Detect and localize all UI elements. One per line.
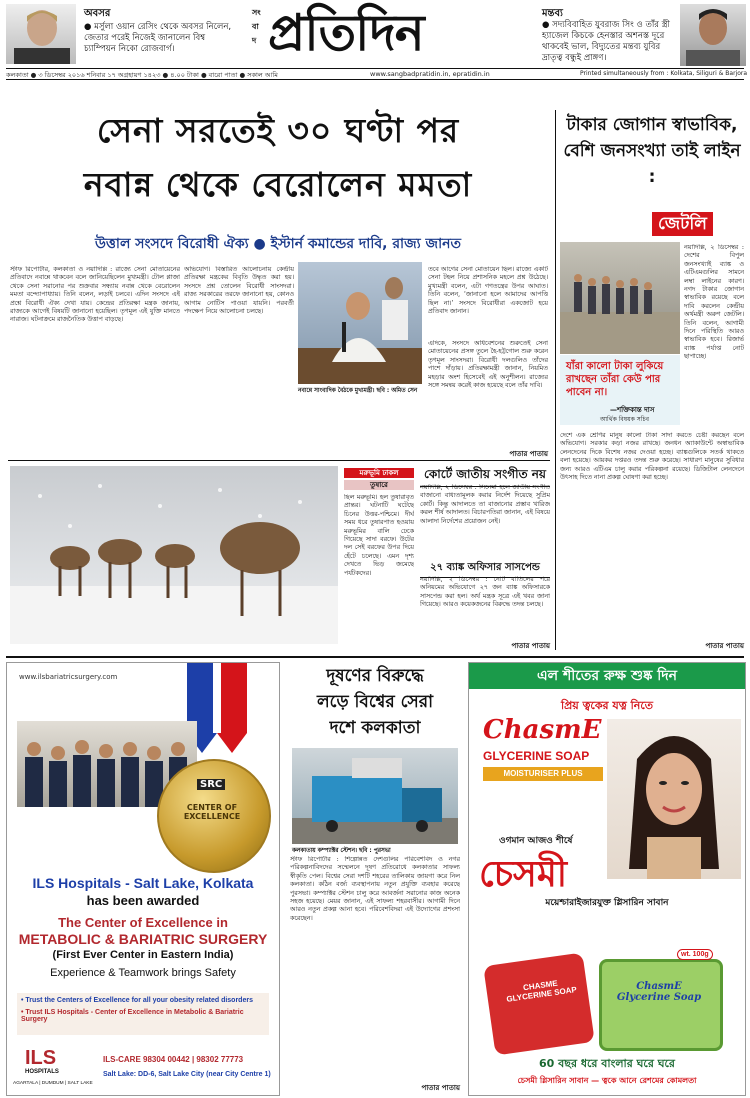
printed-line: Printed simultaneously from : Kolkata, Siliguri & Barjora: [580, 70, 748, 77]
chasme-badge: MOISTURISER PLUS: [483, 767, 603, 781]
camel-tag-2: তুষারে: [344, 480, 414, 490]
chasme-ad[interactable]: [468, 662, 746, 1096]
ils-ad[interactable]: [6, 662, 280, 1096]
chasme-bengali-brand: চেসমী: [479, 854, 568, 895]
model-photo: [607, 719, 741, 879]
lead-bottom-rule: [8, 460, 550, 461]
camel-body: ছিল মরুভূমি। হল তুষারাবৃত প্রান্তর। ঘটনাটি ঘটেছে চিনের উত্তর-পশ্চিমে। দীর্ঘ সময় ধরে তুষারপাত হওয়ায় মরুভূমির বালি ঢেকে গিয়েছে সাদা বরফে। উটের দল সেই বরফের উপর দিয়ে হেঁটে চলেছে। এমন দৃশ্য দেখতে ভিড় জমেছে পর্যটকদের।: [344, 494, 414, 577]
ils-line-2: has been awarded: [86, 893, 200, 908]
anthem-headline: কোর্টে জাতীয় সংগীত নয়: [420, 466, 550, 487]
chasme-soap-green-label: ChasmE Glycerine Soap: [616, 981, 702, 1003]
pollution-headline-2: লড়ে বিশ্বের সেরা: [316, 692, 434, 712]
side-body-2: দেশে এক শ্রেণির মানুষ কালো টাকা সাদা করতে চেষ্টা করছেন বলে অভিযোগ। সরকার কড়া নজর রাখছে। জনধন অ্যাকাউন্টে অস্বাভাবিক লেনদেনের দিকে বিশেষ নজর দেওয়া হচ্ছে। ব্যাঙ্কগুলিকে সতর্ক থাকতে বলা হয়েছে। আয়কর দপ্তরও তদন্ত শুরু করেছে। সাধারণ মানুষের সুবিধার জন্য আরও এটিএম চালু করার পরিকল্পনা রয়েছে। ডিজিটাল লেনদেনে উৎসাহ দিতে নানা প্রকল্প ঘোষণা করা হচ্ছে।: [560, 432, 744, 482]
bank-queue-photo-icon: [560, 242, 680, 354]
chasme-bottom-1: 60 বছর ধরে বাংলার ঘরে ঘরে: [539, 1057, 675, 1070]
chasme-soap-green: [599, 959, 723, 1051]
rosberg-photo: [6, 4, 76, 64]
pollution-headline-1: দূষণের বিরুদ্ধে: [326, 666, 424, 686]
camel-tag-1: মরুভূমি ঢাকল: [344, 468, 414, 478]
press-meet-photo-icon: [298, 262, 422, 384]
ils-bullet-1: • Trust the Centers of Excellence for all your obesity related disorders: [21, 997, 253, 1004]
side-name-badge: জেটলি: [652, 212, 713, 236]
side-continued[interactable]: পাতার পাতায়: [705, 642, 744, 650]
lead-body-mid: অভিযোগ। বিস্তারিত আলোচনায় কেন্দ্রীয় প্রতিরক্ষা মন্ত্রকের বিবৃতি উদ্ধৃত করা হয়। সংসদে প্রশ্ন তোলেন বিরোধী সাংসদরা। রাজ্য সরকারের তরফে জানানো হয়, কোনও আগাম নোটিস পাওয়া যায়নি। পরবর্তী পদক্ষেপ নিয়ে আলোচনা চলছে।: [184, 266, 294, 316]
dateline: কলকাতা ● ৩ ডিসেম্বর ২০১৬ শনিবার ১৭ অগ্রহায়ণ ১৪২৩ ● ৪.০০ টাকা ● বারো পাতা ● সকাল আমি: [6, 71, 278, 79]
chasme-bottom-2: চেসমী গ্লিসারিন সাবান — ত্বকে আনে রেশমের কোমলতা: [517, 1076, 697, 1085]
compactor-photo: [292, 748, 458, 844]
side-quote-role: আর্থিক বিষয়ক সচিব: [600, 416, 649, 423]
compactor-caption: কলকাতায় কম্প্যাক্টর স্টেশন। ছবি : পুরসভা: [292, 848, 391, 854]
anthem-body: নয়াদিল্লি, ২ ডিসেম্বর : সিনেমা হলে জাতীয় সংগীত বাজানো বাধ্যতামূলক করার নির্দেশ দিয়েছে সুপ্রিম কোর্ট। কিন্তু আদালতে তা বাজানোর প্রস্তাব খারিজ করল শীর্ষ আদালত। বিচারপতিরা জানান, এই বিষয়ে আলাদা নির্দেশের প্রয়োজন নেই।: [420, 484, 550, 525]
mamata-photo: [298, 262, 422, 384]
side-body: নয়াদিল্লি, ২ ডিসেম্বর : দেশের বিপুল জনসংখ্যাই ব্যাঙ্ক ও এটিএমগুলির সামনে লম্বা লাইনের কারণ। নগদ টাকার জোগান স্বাভাবিক রয়েছে বলে দাবি করলেন কেন্দ্রীয় অর্থমন্ত্রী অরুণ জেটলি। তিনি বলেন, আগামী দিনে পরিস্থিতি আরও স্বাভাবিক হবে। রিজার্ভ ব্যাঙ্ক পর্যাপ্ত নোট ছাপাচ্ছে।: [684, 244, 744, 361]
portrait-icon: [6, 4, 76, 64]
ils-line-4: METABOLIC & BARIATRIC SURGERY: [18, 931, 268, 947]
ils-medal-text: CENTER OF EXCELLENCE: [183, 803, 241, 821]
side-column-rule: [555, 110, 556, 650]
ils-line-5: (First Ever Center in Eastern India): [52, 949, 234, 961]
lead-body-right: তবে আগের সেনা মোতায়েন ছিল। রাজ্যে একটি সেনা টহল নিয়ে প্রশাসনিক মহলে প্রশ্ন উঠেছে। মুখ্যমন্ত্রী বলেন, এটা গণতন্ত্রের উপর আঘাত। তিনি বলেন, ‘জানানো হলে আমাদের আপত্তি ছিল না।’ সংসদে বিরোধীরা একজোট হয়ে প্রতিবাদ জানান।: [428, 266, 548, 316]
ils-logo-sub: HOSPITALS: [25, 1069, 59, 1075]
pollution-headline-3: দশে কলকাতা: [329, 718, 421, 738]
masthead-right-label: মন্তব্য: [542, 8, 563, 19]
brand-small: সং বা দ: [252, 8, 261, 45]
chasme-sub: ময়েশ্চারাইজারযুক্ত গ্লিসারিন সাবান: [545, 898, 669, 908]
ils-medal-src: SRC: [197, 779, 225, 790]
ils-line-3: The Center of Excellence in: [58, 915, 228, 930]
bank-headline: ২৭ ব্যাঙ্ক অফিসার সাসপেন্ড: [420, 560, 550, 578]
ils-bullet-2: • Trust ILS Hospitals - Center of Excellence in Metabolic & Bariatric Surgery: [21, 1009, 244, 1023]
lead-headline-1: সেনা সরতেই ৩০ ঘণ্টা পর: [96, 111, 460, 150]
model-portrait-icon: [607, 719, 741, 879]
chasme-tag: প্রিয় ত্বকের যত্ন নিতে: [560, 699, 654, 712]
ils-ad-url[interactable]: www.ilsbariatricsurgery.com: [19, 673, 118, 681]
masthead-logo: প্রতিদিন: [268, 4, 424, 62]
ads-top-rule: [6, 656, 744, 658]
lead-body-right-2: এদিকে, সংসদে অধিবেশনের শুরুতেই সেনা মোতায়েনের প্রসঙ্গ তুলে হৈ-হট্টগোল শুরু করেন তৃণমূল সাংসদরা। বিরোধী দলগুলিও তাঁদের পাশে দাঁড়ায়। প্রতিরক্ষামন্ত্রী জানান, নিয়মিত মহড়ার অংশ হিসেবেই এই অনুশীলন। রাজ্যের সঙ্গে সমন্বয় করেই কাজ হয়েছে বলে তাঁর দাবি।: [428, 340, 548, 390]
ils-logo: ILS: [25, 1047, 57, 1069]
ils-care[interactable]: ILS-CARE 98304 00442 | 98302 77773: [103, 1055, 244, 1064]
chasme-weight: wt. 100g: [677, 949, 713, 960]
lead-subhead: উত্তাল সংসদে বিরোধী ঐক্য ● ইস্টার্ন কমান্ডের দাবি, রাজ্য জানত: [95, 236, 461, 252]
ils-title: ILS Hospitals - Salt Lake, Kolkata: [32, 875, 254, 891]
masthead-rule-bottom: [6, 79, 744, 80]
masthead-right-text: ● সদ্যবিবাহিত যুবরাজ সিং ও তাঁর স্ত্রী হ্যাজেল কিচকে হেনস্তার অশনস্ত দূরে থাকবেই ভাল, বিদ্যুতের মন্তব্য যুবির দ্রাতৃত্ব বন্ধুই প্রাঙ্গণ।: [542, 20, 670, 63]
compactor-station-photo-icon: [292, 748, 458, 844]
masthead-left-label: অবসর: [84, 8, 111, 19]
pollution-body: স্টাফ রিপোর্টার : শিল্পোন্নত দেশগুলির পরিবেশবিদ ও নগর পরিকল্পনাবিদদের সম্মেলনে দূষণ প্রতিরোধে কলকাতার সাফল্য স্বীকৃতি পেল। বিশ্বের সেরা দশটি শহরের তালিকায় জায়গা করে নিল কলকাতা। কঠিন বর্জ্য ব্যবস্থাপনায় নতুন প্রযুক্তি ব্যবহার করেছে পুরসভা। কম্প্যাক্টর স্টেশন চালু করে আবর্জনা সরানোর কাজ অনেক সহজ হয়েছে। মেয়র জানান, এই সাফল্য শহরবাসীর। আগামী দিনে আরও নতুন প্রকল্প আনা হবে। পরিবেশবিদরা এই উদ্যোগের প্রশংসা করেছেন।: [290, 856, 460, 922]
lead-continued[interactable]: পাতার পাতায়: [509, 450, 548, 458]
masthead-rule: [6, 68, 744, 69]
chasme-tagline: ওগমান আজও শীর্ষে: [499, 836, 573, 846]
bank-body: নয়াদিল্লি, ২ ডিসেম্বর : নোট বাতিলের পরে অনিয়মের অভিযোগে ২৭ জন ব্যাঙ্ক অফিসারকে সাসপেন্ড করা হল। অর্থ মন্ত্রক সূত্রে এই খবর জানা গিয়েছে। আরও কয়েকজনের বিরুদ্ধে তদন্ত চলছে।: [420, 576, 550, 609]
lead-body-left: স্টাফ রিপোর্টার, কলকাতা ও নয়াদিল্লি : রাজ্যে সেনা মোতায়েনের প্রতিবাদে নবান্নে থাকবেন বলে জানিয়েছিলেন মুখ্যমন্ত্রী। টোল প্লাজা থেকে সেনা সরানোর পর শুক্রবার সন্ধ্যায় নবান্ন থেকে বেরোলেন মমতা বন্দ্যোপাধ্যায়। তিনি বলেন, লড়াই চলবে। এদিন সংসদে এই প্রশ্নে বিরোধী ঐক্য দেখা যায়। কেন্দ্রের প্রতিরক্ষা মন্ত্রক জানায়, রাজ্যকে আগেই বিষয়টি জানানো হয়েছিল। তৃণমূল এই যুক্তি মানতে নারাজ। ঘটনাক্রমে রাজনৈতিক উত্তাপ বাড়ছে।: [10, 266, 180, 324]
yuvraj-photo: [680, 4, 746, 66]
website: www.sangbadpratidin.in, epratidin.in: [370, 70, 490, 78]
chasme-top-band: এল শীতের রুক্ষ শুষ্ক দিন: [469, 663, 745, 689]
side-quote-by: —শক্তিকান্ত দাস: [610, 406, 655, 414]
side-quote: যাঁরা কালো টাকা লুকিয়ে রাখছেন তাঁরা কেউ পার পাবেন না।: [566, 361, 664, 398]
ils-address: Salt Lake: DD-6, Salt Lake City (near City Centre 1): [103, 1071, 271, 1078]
portrait-icon: [680, 4, 746, 66]
chasme-soap-red: [483, 952, 595, 1055]
masthead-left-text: ● মর্সুলা ওয়ান রেসিং থেকে অবসর নিলেন, জেতার পরেই নিজেই জানালেন বিশ্ব চ্যাম্পিয়ন নিকো রোজবার্গ।: [84, 22, 232, 54]
ils-line-6: Experience & Teamwork brings Safety: [50, 967, 236, 979]
side-headline: টাকার জোগান স্বাভাবিক, বেশি জনসংখ্যা তাই লাইন :: [563, 115, 741, 187]
ils-logo-places: AGARTALA | DUMDUM | SALT LAKE: [13, 1081, 93, 1086]
queue-photo: [560, 242, 680, 354]
camel-snow-photo: [10, 466, 338, 644]
pollution-continued[interactable]: পাতার পাতায়: [421, 1084, 460, 1092]
lead-headline-2: নবান্ন থেকে বেরোলেন মমতা: [83, 165, 473, 204]
chasme-brand: ChasmE: [483, 715, 602, 745]
mamata-photo-caption: নবান্নে সাংবাদিক বৈঠকে মুখ্যমন্ত্রী। ছবি : অমিত সেন: [298, 388, 418, 394]
camels-in-snow-photo-icon: [10, 466, 338, 644]
chasme-product: GLYCERINE SOAP: [483, 749, 590, 763]
bank-continued[interactable]: পাতার পাতায়: [511, 642, 550, 650]
chasme-soap-red-label: CHASME GLYCERINE SOAP: [505, 978, 578, 1004]
